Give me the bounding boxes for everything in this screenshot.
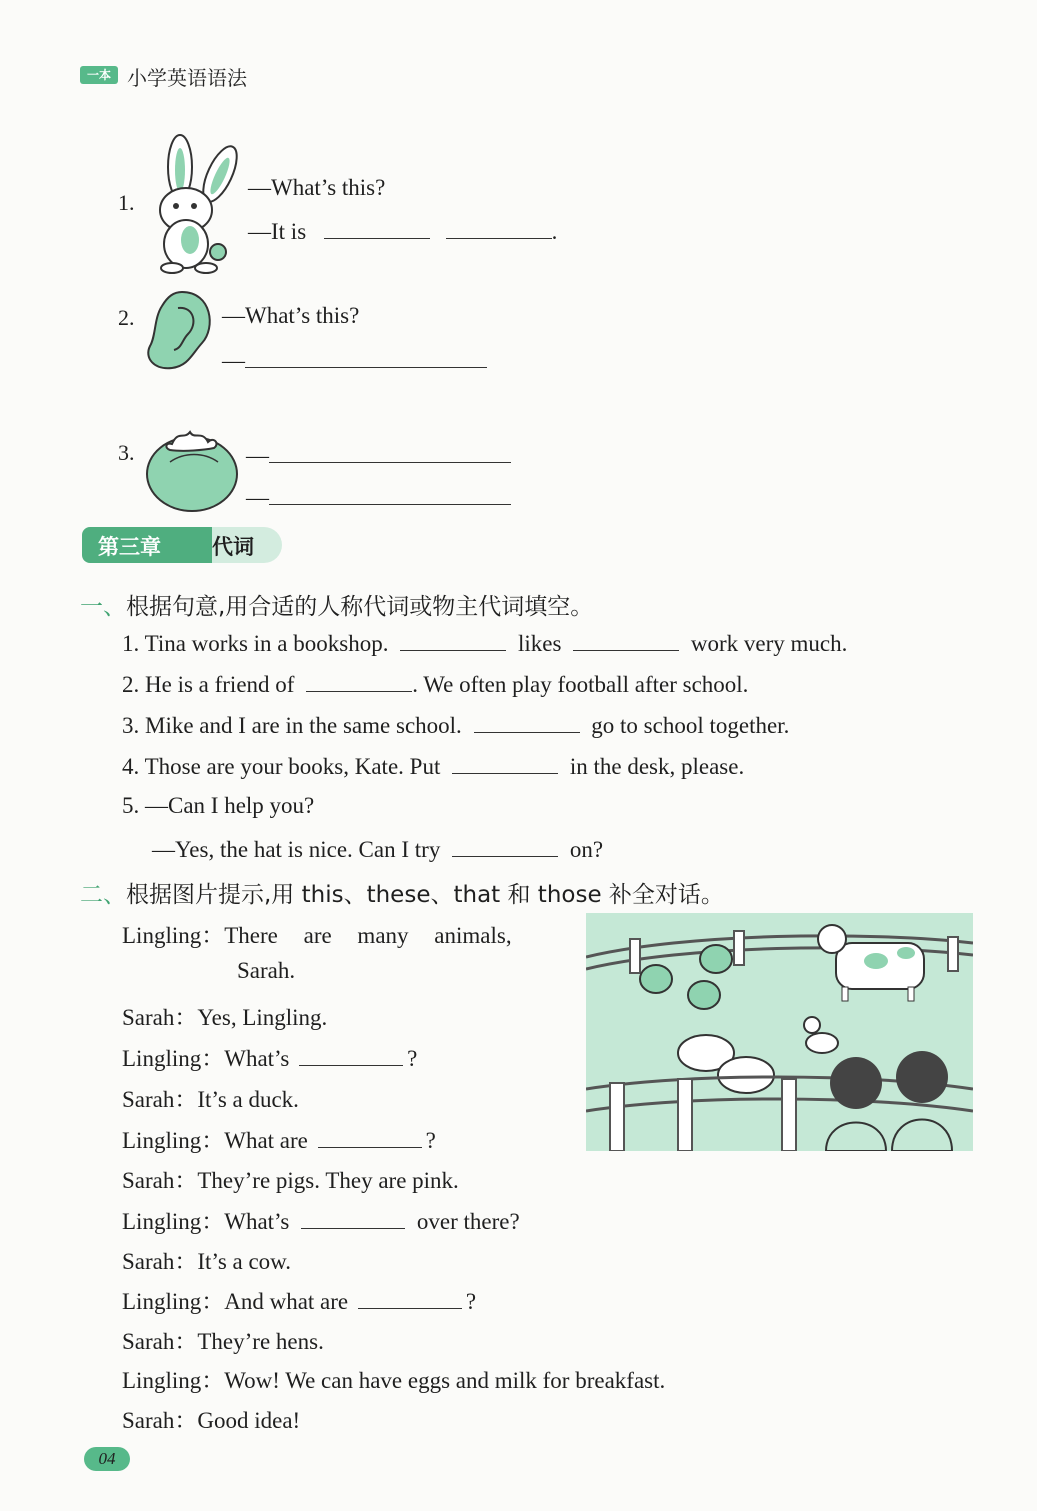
dialogue-row: Lingling：Wow! We can have eggs and milk for breakfast. [122, 1368, 666, 1393]
dialogue-text: Wow! We can have eggs and milk for breakfast. [224, 1368, 666, 1393]
dialogue-text: They’re pigs. They are pink. [197, 1168, 459, 1193]
speaker: Lingling [122, 923, 202, 948]
dialogue-row: Lingling：What are ? [122, 1122, 436, 1155]
answer-blank[interactable] [474, 710, 580, 733]
dialogue-row: Sarah：They’re pigs. They are pink. [122, 1168, 459, 1193]
dialogue-text: — [246, 485, 269, 510]
speaker: Lingling [122, 1289, 202, 1314]
speaker: Lingling [122, 1046, 202, 1071]
dialogue-text: It’s a cow. [197, 1249, 292, 1274]
dialogue-row: Lingling：And what are ? [122, 1283, 476, 1316]
item-text: work very much. [690, 631, 848, 656]
dialogue-text: It’s a duck. [197, 1087, 299, 1112]
book-title: 小学英语语法 [127, 66, 247, 90]
item-text: likes [517, 631, 562, 656]
question-number: 1. [118, 190, 135, 215]
item-text: Those are your books, Kate. Put [144, 754, 441, 779]
speaker: Lingling [122, 1128, 202, 1153]
dialogue-text: — [246, 443, 269, 468]
farm-picture [586, 913, 973, 1151]
answer-blank[interactable] [306, 669, 412, 692]
answer-blank[interactable] [318, 1125, 422, 1148]
dialogue-text: There are many animals, [224, 923, 512, 948]
answer-blank[interactable] [269, 440, 511, 463]
item-text: —Yes, the hat is nice. Can I try [152, 837, 441, 862]
dialogue-line: —It is . [248, 216, 557, 245]
brand-badge: 一本 [80, 66, 118, 84]
question-number: 3. [118, 440, 135, 465]
dialogue-row-cont [237, 958, 295, 984]
answer-blank[interactable] [573, 628, 679, 651]
dialogue-text: And what are [224, 1289, 349, 1314]
dialogue-text: Sarah. [237, 958, 296, 983]
section-heading-text: 根据图片提示,用 this、these、that 和 those 补全对话。 [126, 882, 724, 908]
answer-blank[interactable] [245, 345, 487, 368]
item-text: on? [569, 837, 604, 862]
dialogue-text: —It is [248, 219, 307, 244]
exercise-item [122, 751, 744, 780]
page-number: 04 [84, 1447, 130, 1471]
exercise-item [122, 628, 847, 657]
dialogue-row: Sarah：Yes, Lingling. [122, 1005, 328, 1030]
speaker: Sarah [122, 1005, 175, 1030]
answer-blank[interactable] [446, 216, 552, 239]
dialogue-row: Sarah：It’s a cow. [122, 1249, 292, 1274]
speaker: Lingling [122, 1209, 202, 1234]
dialogue-text: What’s [224, 1046, 290, 1071]
question-number: 2. [118, 305, 135, 330]
answer-blank[interactable] [452, 751, 558, 774]
answer-blank[interactable] [324, 216, 430, 239]
dialogue-row: Sarah：Good idea! [122, 1408, 301, 1433]
dialogue-line [222, 345, 487, 374]
item-number: 5. [122, 793, 140, 818]
item-text: —Can I help you? [145, 793, 315, 818]
speaker: Sarah [122, 1329, 175, 1354]
speaker: Sarah [122, 1087, 175, 1112]
answer-blank[interactable] [358, 1286, 462, 1309]
item-number: 2. [122, 672, 140, 697]
dialogue-row: Sarah：They’re hens. [122, 1329, 324, 1354]
exercise-item [122, 669, 748, 698]
exercise-item-cont [152, 834, 603, 863]
item-number: 3. [122, 713, 140, 738]
item-text: in the desk, please. [569, 754, 745, 779]
section-heading [80, 588, 593, 621]
dialogue-row: Lingling：What’s ? [122, 1040, 417, 1073]
item-text: go to school together. [591, 713, 790, 738]
ear-icon [142, 288, 218, 372]
chapter-number: 第三章 [98, 535, 161, 559]
dialogue-row: Lingling：There are many animals, [122, 923, 512, 948]
answer-blank[interactable] [400, 628, 506, 651]
chapter-title: 代词 [212, 535, 254, 559]
speaker: Sarah [122, 1408, 175, 1433]
section-index: 一、 [80, 594, 126, 620]
answer-blank[interactable] [452, 834, 558, 857]
speaker: Sarah [122, 1249, 175, 1274]
dialogue-text: Good idea! [197, 1408, 301, 1433]
tomato-icon [144, 422, 242, 514]
dialogue-line: —What’s this? [248, 175, 386, 200]
dialogue-text: Yes, Lingling. [197, 1005, 328, 1030]
item-text: Tina works in a bookshop. [144, 631, 389, 656]
section-heading-text: 根据句意,用合适的人称代词或物主代词填空。 [126, 594, 594, 620]
dialogue-row: Lingling：What’s over there? [122, 1203, 520, 1236]
dialogue-line [246, 440, 511, 469]
answer-blank[interactable] [269, 482, 511, 505]
item-text: He is a friend of [145, 672, 295, 697]
item-text: . We often play football after school. [412, 672, 749, 697]
answer-blank[interactable] [301, 1206, 405, 1229]
section-heading [80, 876, 724, 909]
exercise-item [122, 710, 789, 739]
section-index: 二、 [80, 882, 126, 908]
speaker: Sarah [122, 1168, 175, 1193]
dialogue-row: Sarah：It’s a duck. [122, 1087, 299, 1112]
dialogue-text: They’re hens. [197, 1329, 324, 1354]
dialogue-text: What are [224, 1128, 308, 1153]
dialogue-text: — [222, 348, 245, 373]
dialogue-line: —What’s this? [222, 303, 360, 328]
item-number: 1. [122, 631, 140, 656]
item-text: Mike and I are in the same school. [145, 713, 462, 738]
chapter-banner [82, 527, 282, 563]
rabbit-icon [150, 132, 245, 277]
speaker: Lingling [122, 1368, 202, 1393]
exercise-item [122, 793, 314, 819]
item-number: 4. [122, 754, 140, 779]
answer-blank[interactable] [299, 1043, 403, 1066]
dialogue-text: What’s [224, 1209, 290, 1234]
dialogue-line [246, 482, 511, 511]
